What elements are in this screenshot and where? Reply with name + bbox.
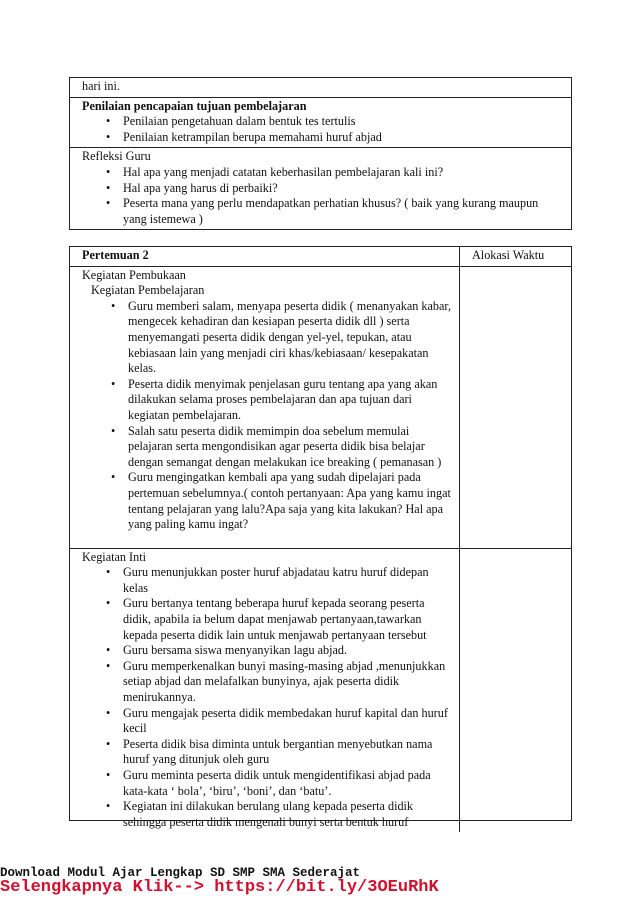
reflection-section [70, 147, 571, 229]
list-item: • Guru bersama siswa menyanyikan lagu abjad. [106, 643, 455, 659]
list-item: • Peserta mana yang perlu mendapatkan perhatian khusus? ( baik yang kurang maupun yang istemewa ) [106, 196, 551, 227]
list-item: • Guru memperkenalkan bunyi masing-masing abjad ,menunjukkan setiap abjad dan melafalkan bunyinya, ajak peserta didik menirukannya. [106, 659, 455, 706]
opening-row [70, 266, 571, 548]
reflection-list [82, 165, 571, 227]
opening-subheading: Kegiatan Pembelajaran [91, 283, 205, 298]
list-item: • Guru meminta peserta didik untuk mengidentifikasi abjad pada kata-kata ‘ bola’, ‘biru’, ‘boni’, dan ‘batu’. [106, 768, 455, 799]
list-item: • Hal apa yang menjadi catatan keberhasilan pembelajaran kali ini? [106, 165, 551, 181]
carryover-row [70, 78, 571, 97]
core-list [82, 565, 455, 830]
time-allocation-label: Alokasi Waktu [472, 248, 545, 262]
core-cell [70, 549, 460, 833]
core-row [70, 548, 571, 833]
list-item: • Peserta didik menyimak penjelasan guru tentang apa yang akan dilakukan selama proses pembelajaran dan apa tujuan dari kegiatan pembelajaran. [111, 377, 455, 424]
carryover-text: hari ini. [82, 79, 120, 93]
opening-heading: Kegiatan Pembukaan [82, 267, 186, 282]
list-item: • Guru menunjukkan poster huruf abjadatau katru huruf didepan kelas [106, 565, 455, 596]
list-item: • Guru bertanya tentang beberapa huruf kepada seorang peserta didik, apabila ia belum dapat menjawab pertanyaan,tawarkan kepada peserta didik lain untuk menjawab pertanyaan tersebut [106, 596, 455, 643]
meeting-header-row [70, 247, 571, 266]
assessment-heading: Penilaian pencapaian tujuan pembelajaran [82, 98, 307, 113]
assessment-section [70, 97, 571, 148]
download-banner-text: Download Modul Ajar Lengkap SD SMP SMA Sederajat [0, 866, 361, 880]
meeting-label: Pertemuan 2 [70, 247, 460, 266]
list-item: • Salah satu peserta didik memimpin doa sebelum memulai pelajaran serta mengondisikan agar peserta didik bisa belajar dengan semangat dengan melakukan ice breaking ( pemanasan ) [111, 424, 455, 471]
list-item: • Penilaian pengetahuan dalam bentuk tes tertulis [106, 114, 571, 130]
list-item: • Peserta didik bisa diminta untuk bergantian menyebutkan nama huruf yang ditunjuk oleh guru [106, 737, 455, 768]
reflection-heading: Refleksi Guru [82, 149, 151, 164]
opening-time-cell [460, 267, 571, 548]
assessment-list [82, 114, 571, 145]
list-item: • Kegiatan ini dilakukan berulang ulang kepada peserta didik sehingga peserta didik mengenali bunyi serta bentuk huruf [106, 799, 455, 830]
list-item: • Guru memberi salam, menyapa peserta didik ( menanyakan kabar, mengecek kehadiran dan kesiapan peserta didik dll ) serta menyemangati peserta didik dengan yel-yel, tepukan, atau kebiasaan lain yang menjadi ciri khas/kebiasaan/ kesepakatan kelas. [111, 299, 455, 377]
assessment-reflection-table [69, 77, 572, 230]
list-item: • Guru mengingatkan kembali apa yang sudah dipelajari pada pertemuan sebelumnya.( contoh pertanyaan: Apa yang kamu ingat tentang pelajaran yang lalu?Apa saja yang kita lakukan? Hal apa yang paling kamu ingat? [111, 470, 455, 532]
meeting-2-table [69, 246, 572, 829]
list-item: • Penilaian ketrampilan berupa memahami huruf abjad [106, 130, 571, 146]
list-item: • Hal apa yang harus di perbaiki? [106, 181, 551, 197]
download-link[interactable]: Selengkapnya Klik--> https://bit.ly/3OEuRhK [0, 878, 439, 897]
opening-list [82, 299, 455, 533]
core-time-cell [460, 549, 571, 833]
core-heading: Kegiatan Inti [82, 549, 146, 564]
opening-cell [70, 267, 460, 548]
list-item: • Guru mengajak peserta didik membedakan huruf kapital dan huruf kecil [106, 706, 455, 737]
